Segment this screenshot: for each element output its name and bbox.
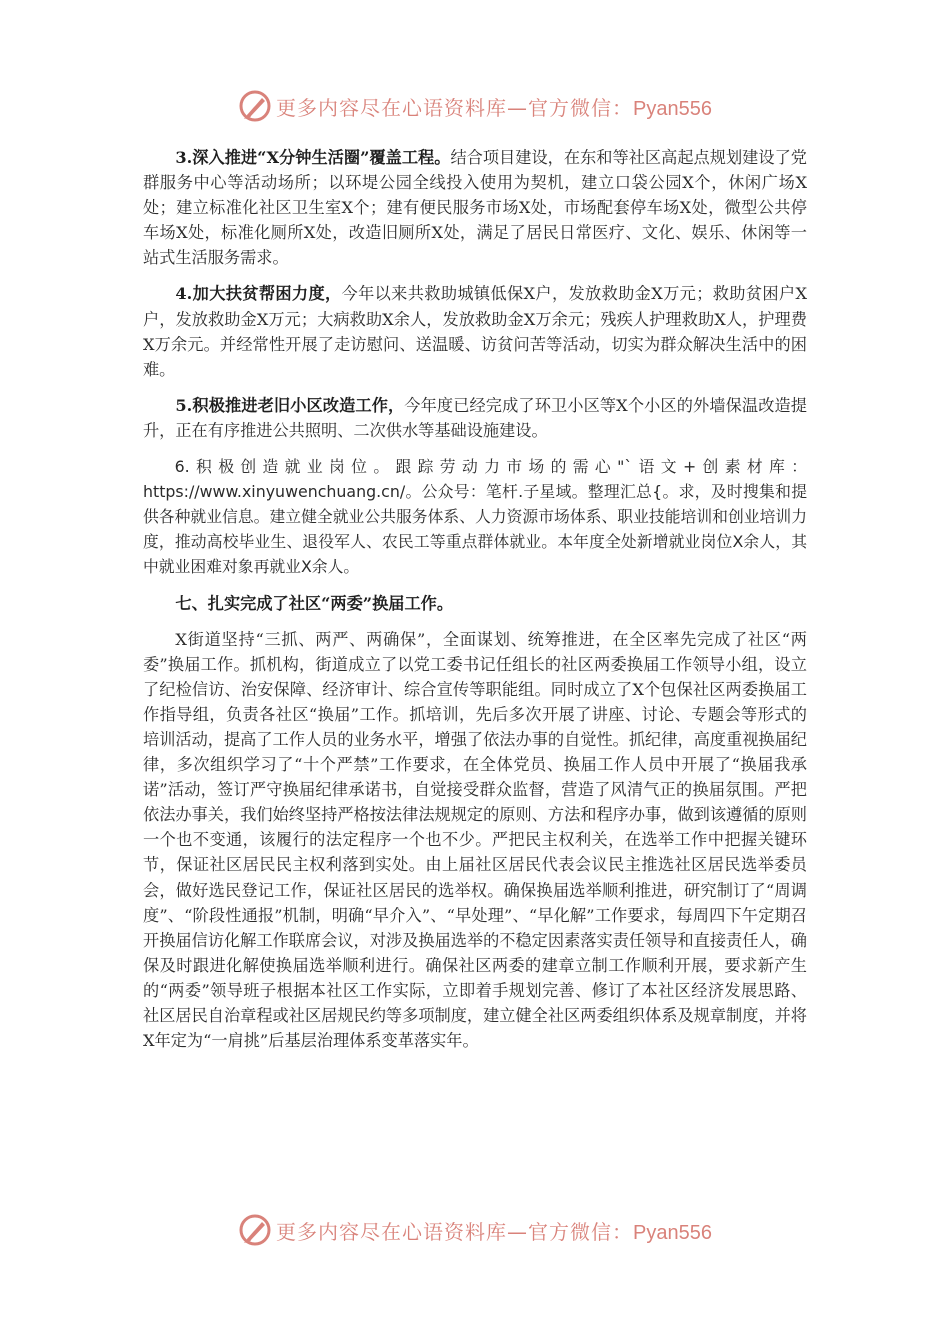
footer-watermark-banner	[0, 1210, 950, 1250]
paragraph-text: 今年以来共救助城镇低保X户，发放救助金X万元；救助贫困户X户，发放救助金X万元；大病救助X余人，发放救助金X万余元；残疾人护理救助X人，护理费X万余元。并经常性开展了走访慰问、送温暖、访贫问苦等活动，切实为群众解决生活中的困难。	[143, 284, 807, 379]
banner-wechat-id: Pyan556	[633, 1221, 712, 1244]
section-body: X街道坚持“三抓、两严、两确保”，全面谋划、统筹推进，在全区率先完成了社区“两委”换届工作。抓机构，街道成立了以党工委书记任组长的社区两委换届工作领导小组，设立了纪检信访、治安保障、经济审计、综合宣传等职能组。同时成立了X个包保社区两委换届工作指导组，负责各社区“换届”工作。抓培训，先后多次开展了讲座、讨论、专题会等形式的培训活动，提高了工作人员的业务水平，增强了依法办事的自觉性。抓纪律，高度重视换届纪律，多次组织学习了“十个严禁”工作要求，在全体党员、换届工作人员中开展了“换届我承诺”活动，签订严守换届纪律承诺书，自觉接受群众监督，营造了风清气正的换届氛围。严把依法办事关，我们始终坚持严格按法律法规规定的原则、方法和程序办事，做到该遵循的原则一个也不变通，该履行的法定程序一个也不少。严把民主权利关，在选举工作中把握关键环节，保证社区居民民主权利落到实处。由上届社区居民代表会议民主推选社区居民选举委员会，做好选民登记工作，保证社区居民的选举权。确保换届选举顺利推进，研究制订了“周调度”、“阶段性通报”机制，明确“早介入”、“早处理”、“早化解”工作要求，每周四下午定期召开换届信访化解工作联席会议，对涉及换届选举的不稳定因素落实责任领导和直接责任人，确保及时跟进化解使换届选举顺利进行。确保社区两委的建章立制工作顺利开展，要求新产生的“两委”领导班子根据本社区工作实际，立即着手规划完善、修订了本社区经济发展思路、社区居民自治章程或社区居规民约等多项制度，建立健全社区两委组织体系及规章制度，并将X年定为“一肩挑”后基层治理体系变革落实年。	[143, 629, 807, 1051]
pen-circle-logo-icon	[238, 89, 272, 123]
paragraph-text: 今年度已经完成了环卫小区等X个小区的外墙保温改造提升，正在有序推进公共照明、二次供水等基础设施建设。	[143, 395, 807, 440]
banner-text: 更多内容尽在心语资料库—官方微信：	[276, 95, 634, 120]
section-heading: 七、扎实完成了社区“两委”换届工作。	[175, 593, 454, 613]
pen-circle-logo-icon	[238, 1213, 272, 1247]
header-watermark-banner	[0, 86, 950, 126]
paragraph-text: 结合项目建设，在东和等社区高起点规划建设了党群服务中心等活动场所；以环堤公园全线投入使用为契机，建立口袋公园X个，休闲广场X处；建立标准化社区卫生室X个；建有便民服务市场X处，市场配套停车场X处，微型公共停车场X处，标准化厕所X处，改造旧厕所X处，满足了居民日常医疗、文化、娱乐、休闲等一站式生活服务需求。	[143, 148, 807, 268]
paragraph-lead: 3.深入推进“X分钟生活圈”覆盖工程。	[175, 148, 451, 167]
paragraph-item-6: 6.积极创造就业岗位。跟踪劳动力市场的需心"`语文+创素材库：https://www.xinyuwenchuang.cn/。公众号：笔杆.子星域。整理汇总{。求，及时搜集和提供各种就业信息。建立健全就业公共服务体系、人力资源市场体系、职业技能培训和创业培训力度，推动高校毕业生、退役军人、农民工等重点群体就业。本年度全处新增就业岗位X余人，其中就业困难对象再就业X余人。	[143, 457, 807, 577]
banner-wechat-id: Pyan556	[633, 97, 712, 120]
paragraph-item-5	[143, 393, 807, 443]
document-body	[143, 145, 807, 1064]
paragraph-item-4	[143, 281, 807, 381]
paragraph-lead: 5.积极推进老旧小区改造工作，	[175, 395, 405, 415]
paragraph-item-3	[143, 145, 807, 270]
banner-text: 更多内容尽在心语资料库—官方微信：	[276, 1219, 634, 1244]
paragraph-lead: 4.加大扶贫帮困力度，	[175, 284, 342, 304]
